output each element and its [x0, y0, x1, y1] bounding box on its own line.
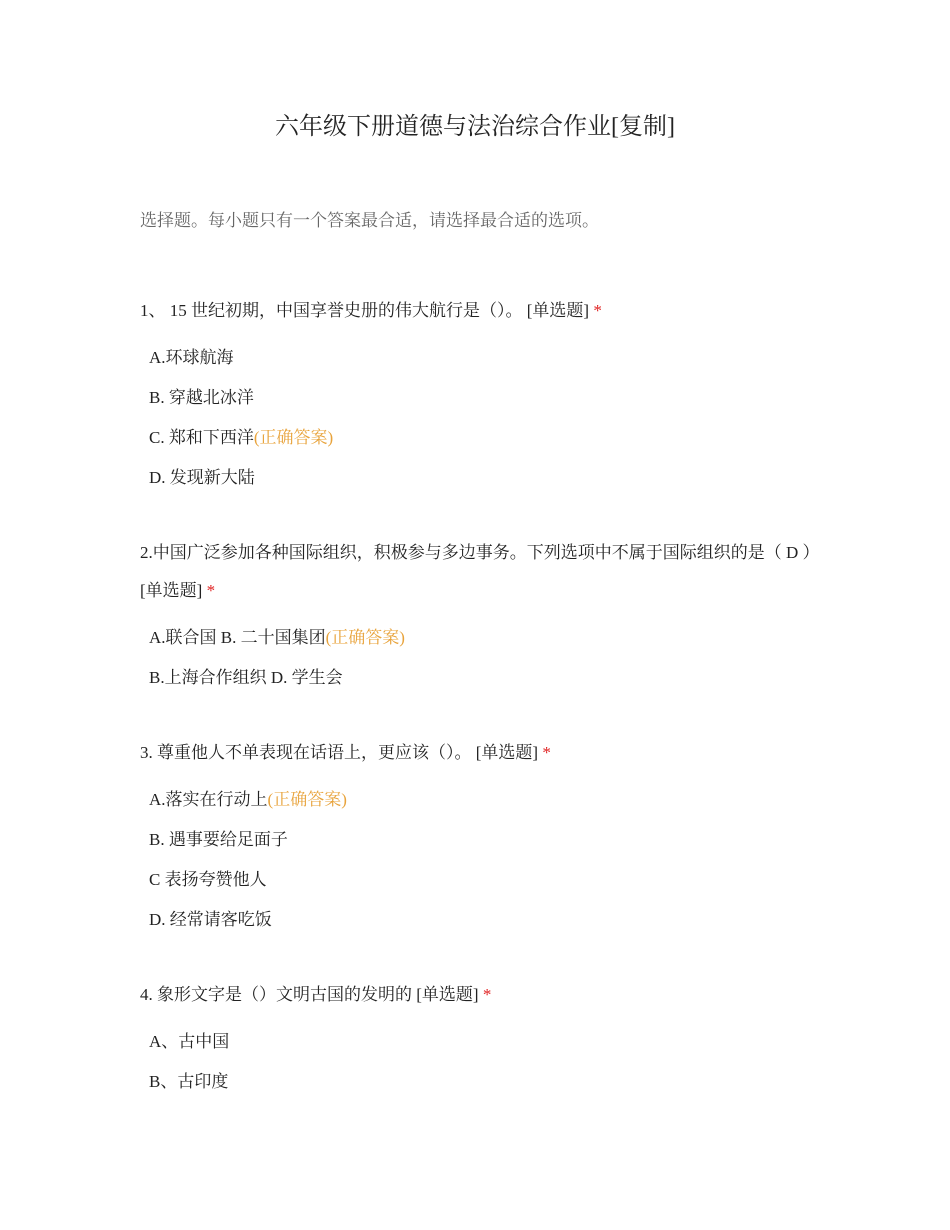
- question-1: [140, 292, 820, 498]
- option-label: D. 经常请客吃饭: [149, 910, 272, 929]
- option-a[interactable]: [140, 618, 820, 658]
- options-list: [140, 1022, 820, 1102]
- option-c[interactable]: [140, 418, 820, 458]
- question-title: [140, 734, 820, 772]
- page-title: 六年级下册道德与法治综合作业[复制]: [275, 114, 675, 140]
- option-d[interactable]: [140, 900, 820, 940]
- option-b[interactable]: [140, 378, 820, 418]
- question-title: [140, 976, 820, 1014]
- question-type-tag: [单选题]: [416, 985, 479, 1004]
- option-label: A.落实在行动上: [149, 790, 268, 809]
- question-type-tag: [单选题]: [526, 301, 590, 320]
- option-label: D. 发现新大陆: [149, 468, 255, 487]
- required-mark: *: [482, 985, 492, 1004]
- correct-answer-mark: (正确答案): [253, 428, 334, 447]
- option-label: C 表扬夸赞他人: [149, 870, 267, 889]
- option-label: A、古中国: [149, 1032, 230, 1051]
- option-label: A.联合国 B. 二十国集团: [149, 628, 326, 647]
- option-label: B. 遇事要给足面子: [149, 830, 288, 849]
- option-label: B.上海合作组织 D. 学生会: [149, 668, 343, 687]
- section-instruction: 选择题。每小题只有一个答案最合适，请选择最合适的选项。: [140, 211, 599, 230]
- option-a[interactable]: [140, 338, 820, 378]
- option-label: C. 郑和下西洋: [149, 428, 254, 447]
- question-4: [140, 976, 820, 1102]
- option-c[interactable]: [140, 860, 820, 900]
- question-title: [140, 292, 820, 330]
- question-type-tag: [单选题]: [140, 581, 203, 600]
- question-3: [140, 734, 820, 940]
- required-mark: *: [542, 743, 551, 762]
- option-b[interactable]: [140, 1062, 820, 1102]
- option-b[interactable]: [140, 658, 820, 698]
- option-a[interactable]: [140, 780, 820, 820]
- question-title: [140, 534, 820, 610]
- options-list: [140, 338, 820, 498]
- question-type-tag: [单选题]: [475, 743, 539, 762]
- option-b[interactable]: [140, 820, 820, 860]
- question-text: 2.中国广泛参加各种国际组织，积极参与多边事务。下列选项中不属于国际组织的是（ D ）: [140, 543, 820, 562]
- required-mark: *: [206, 581, 216, 600]
- question-2: [140, 534, 820, 698]
- option-label: A.环球航海: [149, 348, 234, 367]
- question-text: 1、 15 世纪初期，中国享誉史册的伟大航行是（）。: [140, 301, 523, 320]
- correct-answer-mark: (正确答案): [267, 790, 347, 809]
- options-list: [140, 780, 820, 940]
- options-list: [140, 618, 820, 698]
- question-text: 4. 象形文字是（）文明古国的发明的: [140, 985, 412, 1004]
- required-mark: *: [593, 301, 602, 320]
- option-label: B、古印度: [149, 1072, 229, 1091]
- correct-answer-mark: (正确答案): [325, 628, 405, 647]
- option-a[interactable]: [140, 1022, 820, 1062]
- question-text: 3. 尊重他人不单表现在话语上，更应该（）。: [140, 743, 472, 762]
- option-label: B. 穿越北冰洋: [149, 388, 254, 407]
- option-d[interactable]: [140, 458, 820, 498]
